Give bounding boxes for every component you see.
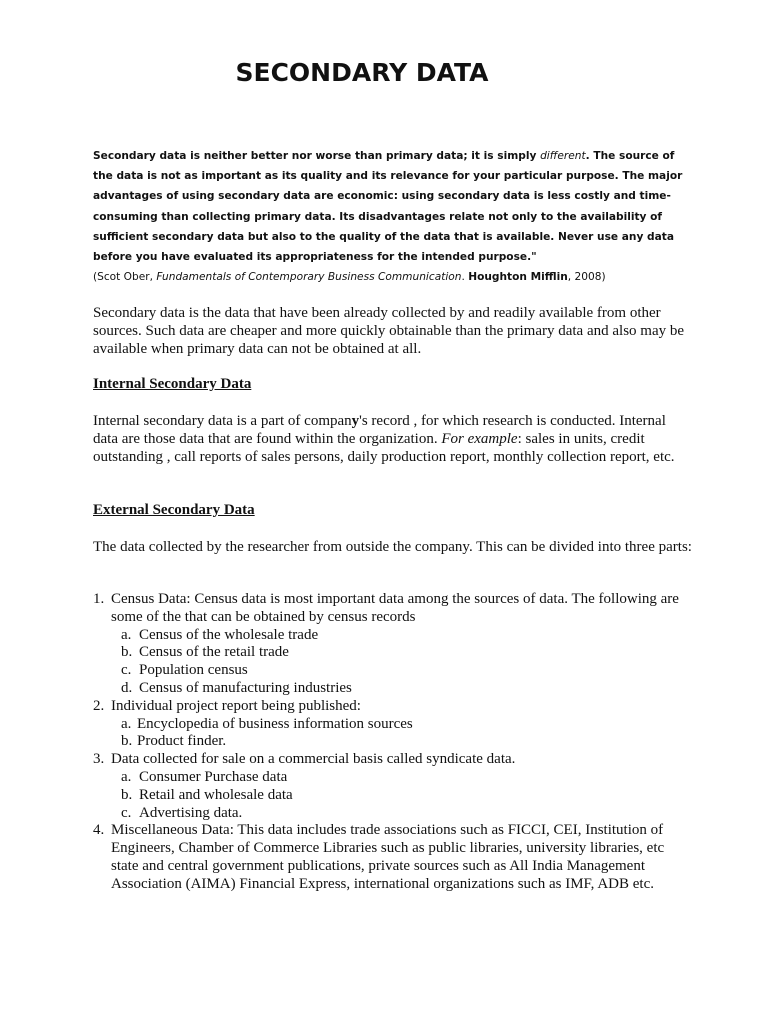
sub-list-item (111, 662, 693, 680)
internal-paragraph (93, 413, 693, 466)
internal-text-example: For example (441, 430, 518, 447)
sub-text: Advertising data. (139, 804, 243, 821)
sub-text: Product finder. (137, 733, 227, 750)
list-item (93, 591, 693, 698)
sub-text: Retail and wholesale data (139, 786, 293, 803)
sub-text: Census of the retail trade (139, 644, 289, 661)
citation-book-title: Fundamentals of Contemporary Business Communication (156, 271, 462, 284)
list-number: 4. (93, 822, 105, 839)
list-item (93, 822, 693, 893)
sub-letter: b. (121, 644, 133, 661)
list-item-text: Individual project report being published: (111, 697, 361, 714)
sub-list-item (111, 733, 693, 751)
sub-letter: b. (121, 733, 133, 750)
sub-text: Census of manufacturing industries (139, 679, 352, 696)
external-paragraph: The data collected by the researcher from outside the company. This can be divided into three parts: (93, 539, 692, 555)
sub-text: Census of the wholesale trade (139, 626, 319, 643)
sub-text: Encyclopedia of business information sources (137, 715, 413, 732)
quote-text-part2: . The source of the data is not as important as its quality and its relevance for your particular purpose. The major advantages of using secondary data are economic: using secondary data is less costly and time-consuming than collecting primary data. Its disadvantages relate not only to the availability of sufficient secondary data but also to the quality of the data that is available. Never use any data before you have evaluated its appropriateness for the intended purpose." (93, 150, 683, 264)
sub-letter: d. (121, 679, 133, 696)
citation-year: , 2008) (567, 271, 606, 284)
quote-citation (93, 267, 693, 287)
list-item-text: Data collected for sale on a commercial basis called syndicate data. (111, 751, 516, 768)
sub-letter: c. (121, 662, 132, 679)
sub-letter: a. (121, 626, 132, 643)
sub-list-item (111, 644, 693, 662)
internal-text-bold: y (351, 413, 360, 429)
list-item-text: Miscellaneous Data: This data includes trade associations such as FICCI, CEI, Institution of Engineers, Chamber of Commerce Libraries such as public libraries, university libraries, etc state and central government publications, private sources such as All India Management Association (AIMA) Financial Express, international organizations such as IMF, ADB etc. (111, 822, 665, 892)
list-item-text: Census Data: Census data is most important data among the sources of data. The following are some of the that can be obtained by census records (111, 591, 679, 625)
citation-author: (Scot Ober, (93, 271, 157, 284)
sub-letter: a. (121, 715, 132, 732)
external-heading: External Secondary Data (93, 502, 255, 518)
list-item (93, 751, 693, 822)
sub-text: Population census (139, 662, 248, 679)
quote-emphasis: different (540, 150, 586, 162)
sub-letter: b. (121, 786, 133, 803)
sub-list-item (111, 769, 693, 787)
quote-text-part1: Secondary data is neither better nor worse than primary data; it is simply (93, 150, 541, 162)
page-title: SECONDARY DATA (235, 58, 489, 87)
internal-text-a: Internal secondary data is a part of compan (93, 413, 352, 429)
sub-list-item (111, 680, 693, 698)
sub-letter: a. (121, 768, 132, 785)
citation-publisher: Houghton Mifflin (468, 271, 568, 284)
sub-list-item (111, 627, 693, 645)
internal-text-c: : sales in units, credit outstanding , call reports of sales persons, daily production report, monthly collection report, etc. (93, 430, 675, 465)
internal-text-b: 's record , for which research is conducted. Internal data are those data that are found within the organization. (93, 413, 666, 447)
internal-heading: Internal Secondary Data (93, 376, 252, 392)
intro-paragraph: Secondary data is the data that have been already collected by and readily available from other sources. Such data are cheaper and more quickly obtainable than the primary data and also may be available when primary data can not be obtained at all. (93, 305, 685, 357)
quote-block (93, 146, 693, 287)
list-item (93, 698, 693, 751)
sources-list (93, 591, 693, 894)
sub-list-item (111, 716, 693, 734)
citation-separator: . (461, 271, 469, 284)
sub-list-item (111, 805, 693, 823)
sub-list-item (111, 787, 693, 805)
list-number: 3. (93, 751, 105, 768)
list-number: 2. (93, 697, 105, 714)
list-number: 1. (93, 591, 105, 607)
sub-text: Consumer Purchase data (139, 768, 288, 785)
sub-letter: c. (121, 804, 132, 821)
